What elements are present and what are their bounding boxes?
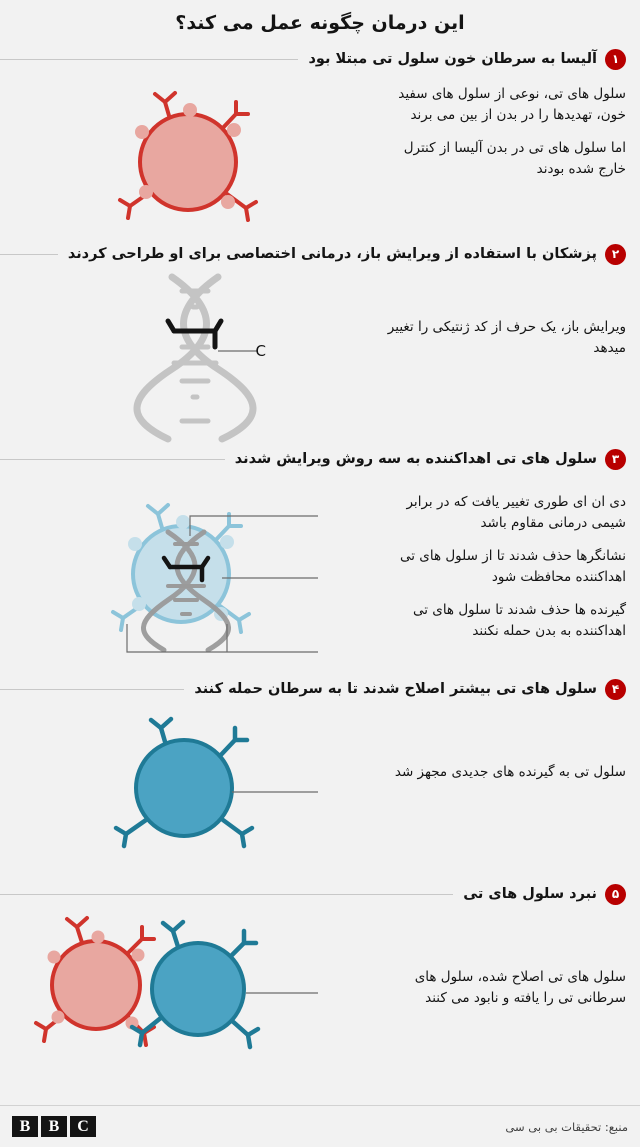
step-5-header [0, 879, 640, 909]
step-3-illustration [0, 474, 362, 674]
section-step-5 [0, 879, 640, 1084]
bbc-logo-letter-1: B [12, 1116, 38, 1137]
step-1-illustration [0, 74, 362, 239]
step-1-number: ۱ [605, 49, 626, 70]
step-3-text [362, 474, 640, 674]
step-4-header [0, 674, 640, 704]
edited-donor-t-cell-diagram [22, 474, 362, 674]
bbc-logo [12, 1116, 96, 1137]
step-1-title: آلیسا به سرطان خون سلول تی مبتلا بود [308, 51, 597, 67]
step-3-header [0, 444, 640, 474]
step-1-paragraph-2: اما سلول های تی در بدن آلیسا از کنترل خارج شده بودند [403, 139, 626, 177]
step-4-number: ۴ [605, 679, 626, 700]
footer [0, 1105, 640, 1147]
step-3-number: ۳ [605, 449, 626, 470]
t-cell-battle-diagram [22, 909, 362, 1084]
t-cell-red-diagram [22, 74, 362, 239]
car-t-cell-body [136, 740, 232, 836]
cancer-cell-body [52, 941, 140, 1029]
section-step-4 [0, 674, 640, 879]
step-3-title: سلول های تی اهداکننده به سه روش ویرایش شدند [234, 451, 597, 467]
dna-base-label-c: C [255, 342, 266, 360]
step-3-paragraph-1: دی ان ای طوری تغییر یافت که در برابر شیمی درمانی مقاوم باشد [406, 494, 626, 531]
t-cell-body [140, 114, 236, 210]
step-2-paragraph-1: ویرایش باز، یک حرف از کد ژنتیکی را تغییر میدهد [387, 319, 626, 356]
step-3-paragraph-2: نشانگرها حذف شدند تا از سلول های تی اهداکننده محافظت شود [399, 547, 626, 585]
step-5-illustration [0, 909, 362, 1084]
step-4-text [362, 704, 640, 879]
step-5-number: ۵ [605, 884, 626, 905]
step-2-illustration [0, 269, 362, 444]
step-2-title: پزشکان با استفاده از ویرایش باز، درمانی اختصاصی برای او طراحی کردند [67, 246, 597, 262]
step-5-title: نبرد سلول های تی [463, 886, 597, 902]
step-1-header [0, 44, 640, 74]
step-4-illustration [0, 704, 362, 879]
step-2-text [362, 269, 640, 444]
source-text: منبع: تحقیقات بی بی سی [505, 1119, 628, 1134]
step-1-paragraph-1: سلول های تی، نوعی از سلول های سفید خون، تهدیدها را در بدن از بین می برند [398, 86, 626, 123]
section-step-1 [0, 44, 640, 239]
bbc-logo-letter-2: B [41, 1116, 67, 1137]
car-t-cell-diagram [22, 704, 362, 879]
step-5-paragraph-1: سلول های تی اصلاح شده، سلول های سرطانی تی را یافته و نابود می کنند [414, 969, 626, 1006]
step-5-text [362, 909, 640, 1084]
step-2-number: ۲ [605, 244, 626, 265]
bbc-logo-letter-3: C [70, 1116, 96, 1137]
step-1-text [362, 74, 640, 239]
engineered-cell-body [152, 943, 244, 1035]
step-2-header [0, 239, 640, 269]
dna-base-edit-diagram [22, 269, 362, 444]
step-4-title: سلول های تی بیشتر اصلاح شدند تا به سرطان حمله کنند [194, 681, 597, 697]
step-3-paragraph-3: گیرنده ها حذف شدند تا سلول های تی اهداکننده به بدن حمله نکنند [412, 601, 626, 639]
page-title: این درمان چگونه عمل می کند؟ [175, 12, 465, 34]
section-step-2 [0, 239, 640, 444]
step-4-paragraph-1: سلول تی به گیرنده های جدیدی مجهز شد [394, 764, 626, 780]
section-step-3 [0, 444, 640, 674]
